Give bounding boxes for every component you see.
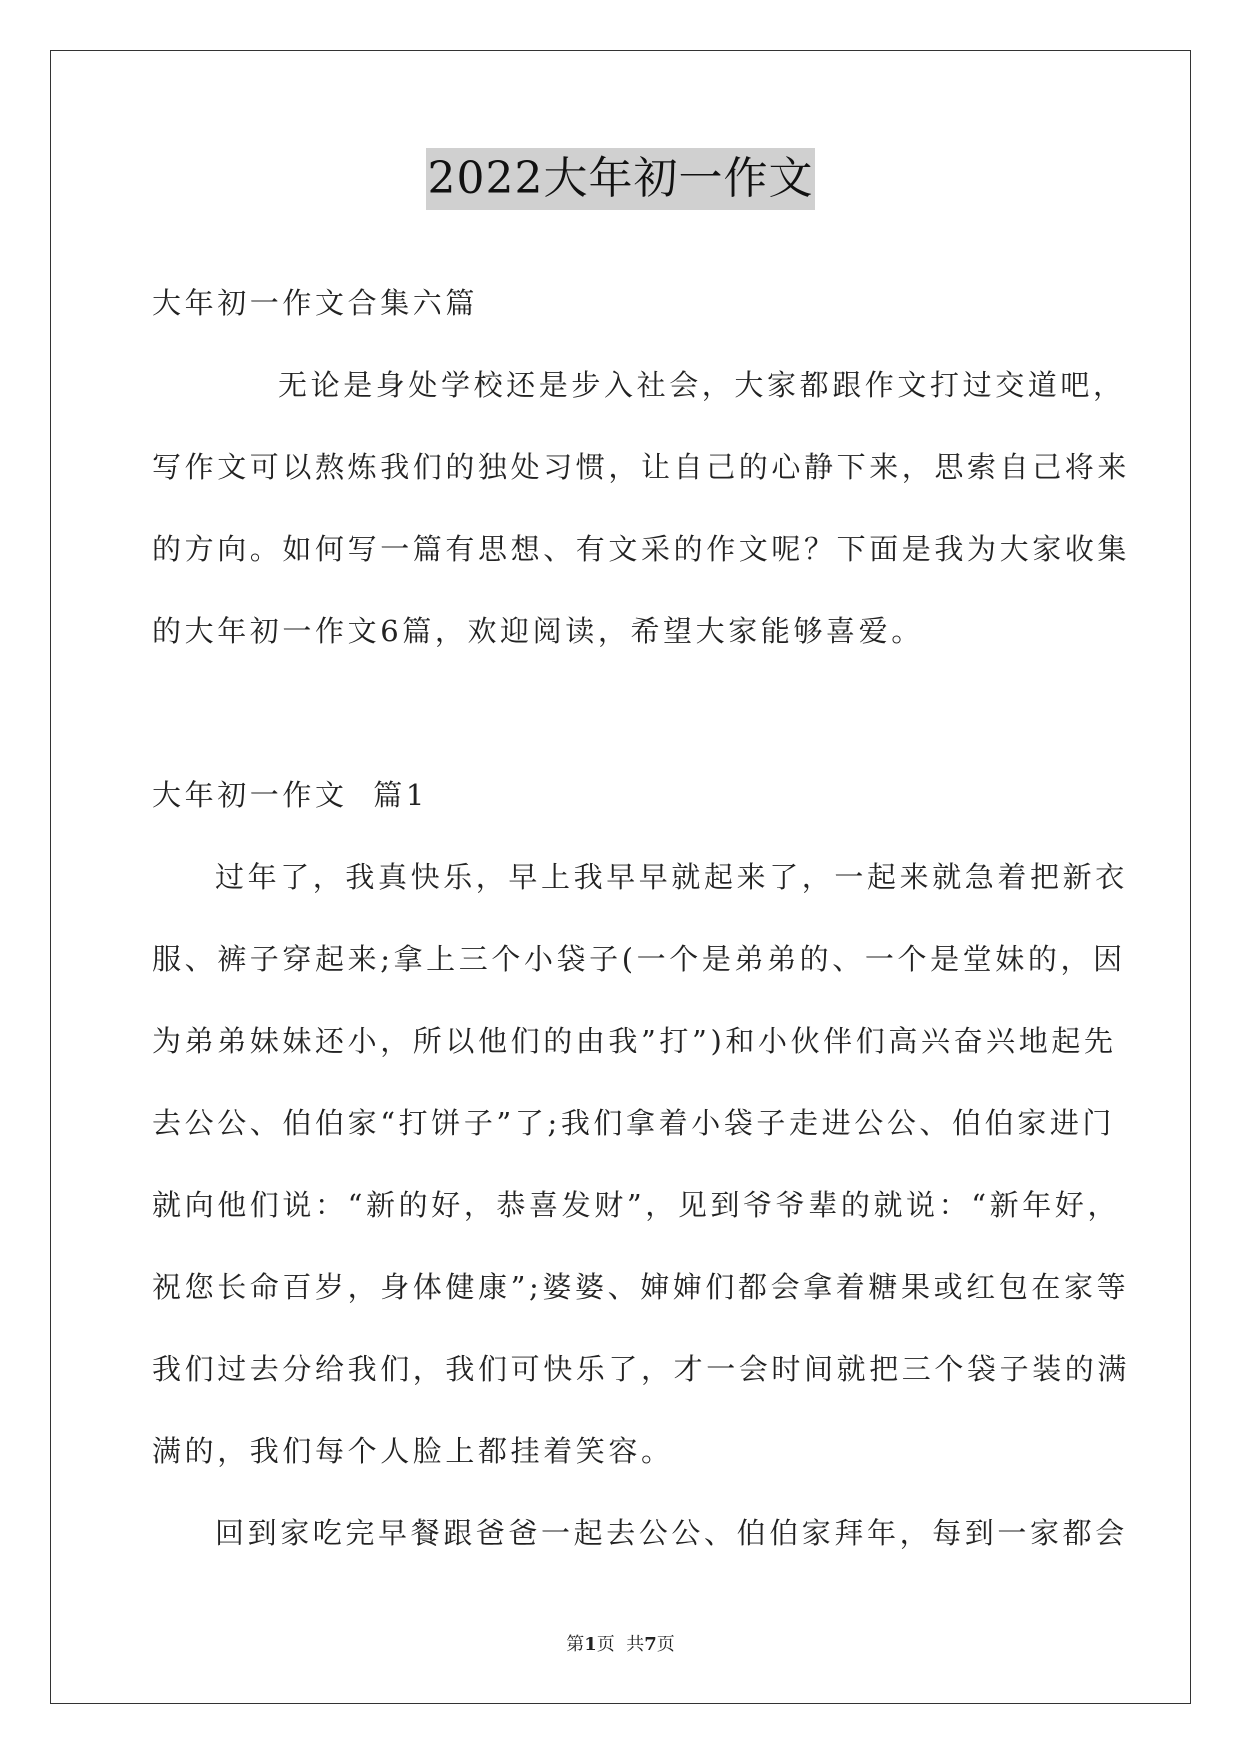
document-subtitle: 大年初一作文合集六篇 — [152, 286, 479, 320]
paragraph-line: 我们过去分给我们，我们可快乐了，才一会时间就把三个袋子装的满 — [152, 1352, 1131, 1386]
intro-line: 写作文可以熬炼我们的独处习惯，让自己的心静下来，思索自己将来 — [152, 450, 1131, 484]
footer-prefix: 第 — [566, 1634, 585, 1655]
footer-mid: 页 共 — [596, 1634, 645, 1655]
paragraph-line: 服、裤子穿起来;拿上三个小袋子(一个是弟弟的、一个是堂妹的，因 — [152, 942, 1126, 976]
footer-suffix: 页 — [656, 1634, 675, 1655]
spacer — [152, 672, 1102, 754]
title-container — [0, 148, 1241, 210]
intro-line: 无论是身处学校还是步入社会，大家都跟作文打过交道吧， — [278, 368, 1126, 402]
paragraph-line: 回到家吃完早餐跟爸爸一起去公公、伯伯家拜年，每到一家都会 — [215, 1516, 1128, 1550]
document-title: 2022大年初一作文 — [426, 148, 816, 210]
section-heading: 大年初一作文 篇1 — [152, 778, 428, 812]
document-body — [152, 262, 1131, 1574]
intro-line: 的大年初一作文6篇，欢迎阅读，希望大家能够喜爱。 — [152, 614, 924, 648]
footer-current-page: 1 — [584, 1634, 597, 1655]
paragraph-line: 为弟弟妹妹还小，所以他们的由我”打”)和小伙伴们高兴奋兴地起先 — [152, 1024, 1117, 1058]
paragraph-line: 满的，我们每个人脸上都挂着笑容。 — [152, 1434, 674, 1468]
intro-line: 的方向。如何写一篇有思想、有文采的作文呢？下面是我为大家收集 — [152, 532, 1131, 566]
page-footer — [0, 1630, 1241, 1656]
footer-total-pages: 7 — [644, 1634, 657, 1655]
paragraph-line: 祝您长命百岁，身体健康”;婆婆、婶婶们都会拿着糖果或红包在家等 — [152, 1270, 1130, 1304]
paragraph-line: 去公公、伯伯家“打饼子”了;我们拿着小袋子走进公公、伯伯家进门 — [152, 1106, 1116, 1140]
paragraph-line: 过年了，我真快乐，早上我早早就起来了，一起来就急着把新衣 — [215, 860, 1128, 894]
paragraph-line: 就向他们说：“新的好，恭喜发财”，见到爷爷辈的就说：“新年好， — [152, 1188, 1121, 1222]
